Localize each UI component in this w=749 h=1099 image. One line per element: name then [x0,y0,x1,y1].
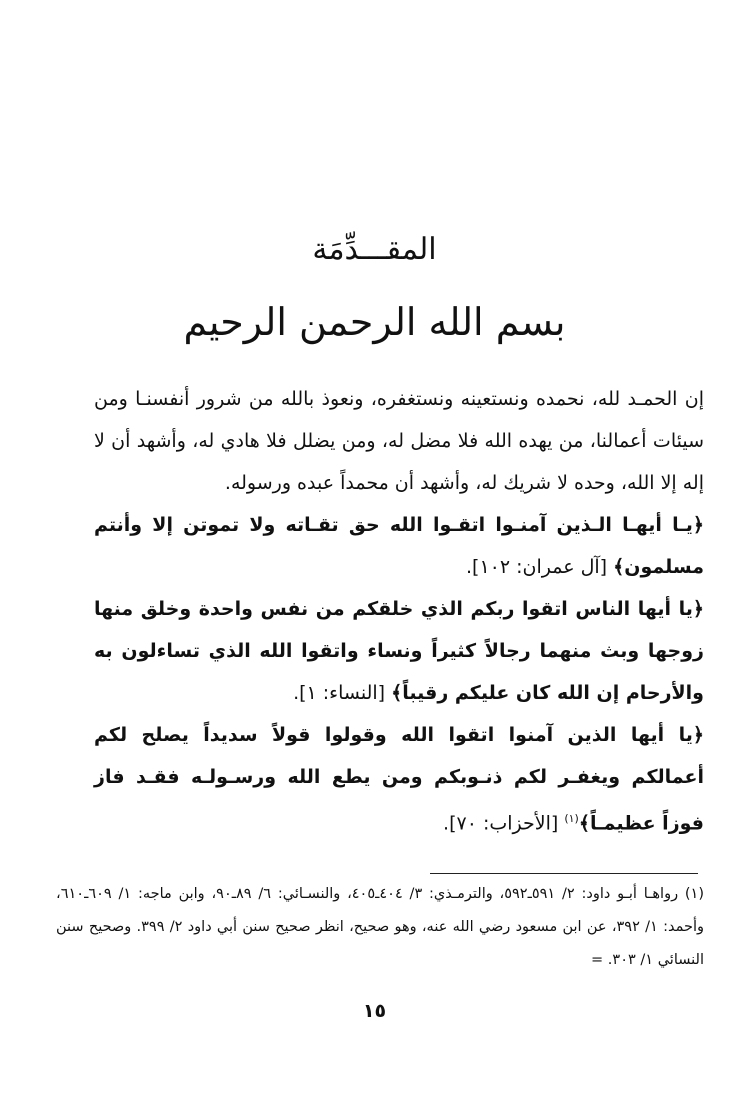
verse-paragraph [94,714,704,844]
verse-paragraph [94,588,704,714]
quran-verse: ﴿يا أيها الذين آمنوا اتقوا الله وقولوا قولاً سديداً يصلح لكم أعمالكم ويغفـر لكم ذنـوبكم ومن يطع الله ورسـولـه فقـد فاز فوزاً عظيمـاً﴾ [94,724,704,835]
main-text [94,378,704,844]
page-number: ١٥ [362,1000,387,1022]
chapter-heading: المقـــدِّمَة [312,232,437,267]
verse-paragraph [94,504,704,588]
footnote-divider [430,873,698,874]
verse-reference: [الأحزاب: ٧٠]. [443,812,565,835]
footnote [56,878,704,977]
basmala-calligraphy: بسم الله الرحمن الرحيم [183,300,566,344]
footnote-text: (١) رواهـا أبـو داود: ٢/ ٥٩١ـ٥٩٢، والترمـذي: ٣/ ٤٠٤ـ٤٠٥، والنسـائي: ٦/ ٨٩ـ٩٠، وابن ماجه: ١/ ٦٠٩ـ٦١٠، وأحمد: ١/ ٣٩٢، عن ابن مسعود رضي الله عنه، وهو صحيح، انظر صحيح سنن أبي داود ٢/ ٣٩٩. وصحيح سنن النسائي ١/ ٣٠٣. = [56,886,704,968]
verse-reference: [النساء: ١]. [293,682,392,704]
verse-reference: [آل عمران: ١٠٢]. [466,556,614,578]
quran-verse: ﴿يا أيها الناس اتقوا ربكم الذي خلقكم من نفس واحدة وخلق منها زوجها وبث منهما رجالاً كثيراً ونساء واتقوا الله الذي تساءلون به والأرحام إن الله كان عليكم رقيباً﴾ [94,598,704,704]
quran-verse: ﴿يـا أيهـا الـذين آمنـوا اتقـوا الله حق تقـاته ولا تموتن إلا وأنتم مسلمون﴾ [94,514,704,578]
opening-paragraph: إن الحمـد لله، نحمده ونستعينه ونستغفره، ونعوذ بالله من شرور أنفسنـا ومن سيئات أعمالنا، من يهده الله فلا مضل له، ومن يضلل فلا هادي له، وأشهد أن لا إله إلا الله، وحده لا شريك له، وأشهد أن محمداً عبده ورسوله. [94,388,704,494]
footnote-marker: (١) [564,812,579,825]
